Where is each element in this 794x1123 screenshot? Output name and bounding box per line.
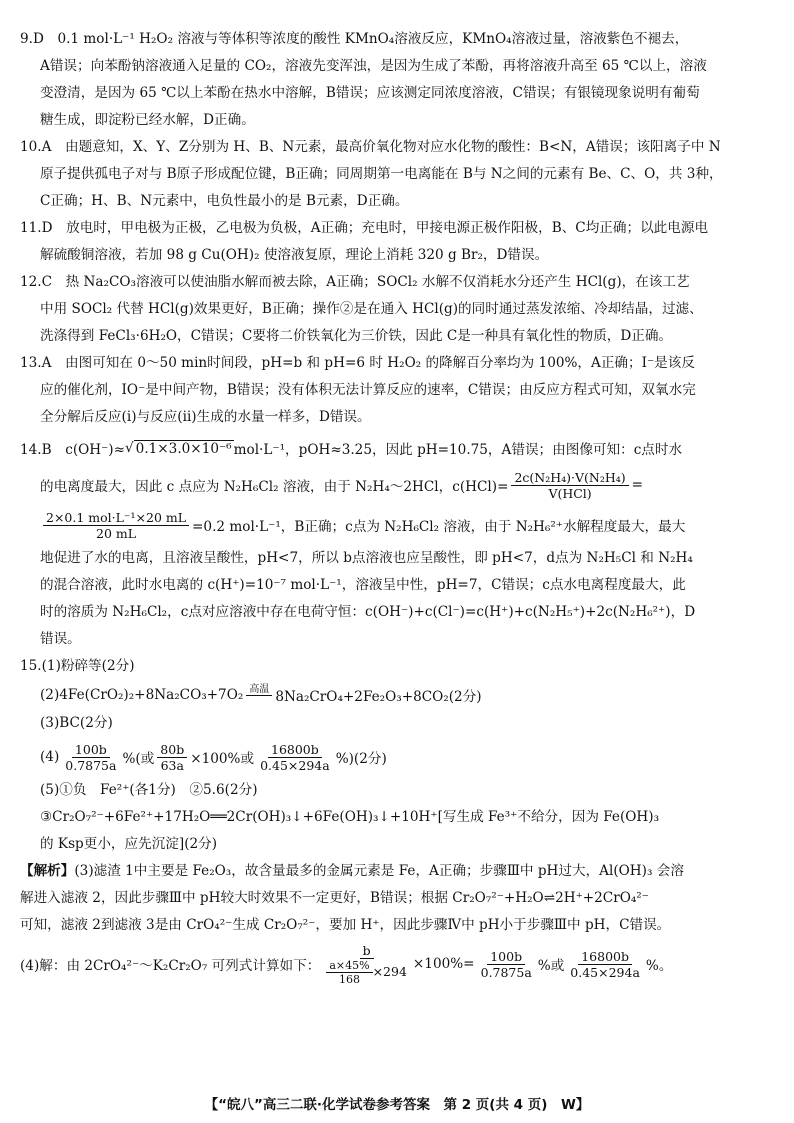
- condition: 高温: [246, 684, 272, 696]
- equation-line: [20, 680, 782, 710]
- line: 错误。: [40, 631, 81, 647]
- formula-line: [20, 939, 782, 989]
- line: ③Cr₂O₇²⁻+6Fe²⁺+17H₂O══2Cr(OH)₃↓+6Fe(OH)₃↓+10H⁺[写生成 Fe³⁺不给分，因为 Fe(OH)₃: [40, 809, 660, 825]
- text: 8Na₂CrO₄+2Fe₂O₃+8CO₂(2分): [275, 689, 482, 705]
- line: 中用 SOCl₂ 代替 HCl(g)效果更好，B正确；操作②是在通入 HCl(g)的同时通过蒸发浓缩、冷却结晶，过滤、: [40, 301, 703, 317]
- denominator: 0.7875a: [480, 964, 532, 980]
- denominator: 0.7875a: [65, 757, 117, 773]
- answer-q10: [20, 134, 782, 215]
- line: 解硫酸铜溶液，若加 98 g Cu(OH)₂ 使溶液复原，理论上消耗 320 g Br₂，D错误。: [40, 247, 549, 263]
- denominator: 0.45×294a: [570, 964, 640, 980]
- line: 的混合溶液，此时水电离的 c(H⁺)=10⁻⁷ mol·L⁻¹，溶液呈中性，pH=7，C错误；c点水电离程度最大，此: [40, 577, 686, 593]
- text: mol·L⁻¹，pOH≈3.25，因此 pH=10.75，A错误；由图像可知：c点时水: [233, 442, 683, 458]
- text: %或: [537, 958, 565, 974]
- line: 洗涤得到 FeCl₃·6H₂O，C错误；C要将二价铁氧化为三价铁，因此 C是一种具有氧化性的物质，D正确。: [40, 328, 673, 344]
- answer-q12: [20, 269, 782, 350]
- text: (2)4Fe(CrO₂)₂+8Na₂CO₃+7O₂: [40, 687, 244, 703]
- formula-line: [20, 737, 782, 777]
- answer-q11: [20, 215, 782, 269]
- fraction: [62, 742, 119, 773]
- line: 9.D 0.1 mol·L⁻¹ H₂O₂ 溶液与等体积等浓度的酸性 KMnO₄溶液反应，KMnO₄溶液过量，溶液紫色不褪去，: [20, 31, 689, 47]
- fraction: [567, 949, 643, 980]
- line: 全分解后反应(ⅰ)与反应(ⅱ)生成的水量一样多，D错误。: [40, 409, 371, 425]
- reaction-condition: [246, 684, 272, 707]
- numerator: 16800b: [578, 949, 632, 965]
- sqrt-icon: √: [125, 440, 134, 456]
- line: [20, 858, 782, 885]
- denominator: 63a: [160, 757, 184, 773]
- numerator: 80b: [157, 742, 187, 758]
- line: 11.D 放电时，甲电极为正极，乙电极为负极，A正确；充电时，甲接电源正极作阳极，B、C均正确；以此电源电: [20, 220, 709, 236]
- line: 13.A 由图可知在 0～50 min时间段，pH=b 和 pH=6 时 H₂O₂ 的降解百分率均为 100%，A正确；I⁻是该反: [20, 355, 695, 371]
- numerator: 2c(N₂H₄)·V(N₂H₄): [511, 470, 628, 486]
- denominator: 0.45×294a: [260, 757, 330, 773]
- text: 的电离度最大，因此 c 点应为 N₂H₆Cl₂ 溶液，由于 N₂H₄～2HCl，c(HCl)=: [40, 479, 509, 495]
- numerator: 100b: [72, 742, 110, 758]
- formula-line: [20, 505, 782, 545]
- line: 15.(1)粉碎等(2分): [20, 658, 135, 674]
- text: ×100%或: [190, 751, 255, 767]
- denominator: V(HCl): [548, 485, 592, 501]
- fraction: [157, 742, 187, 773]
- text: 14.B c(OH⁻)≈: [20, 442, 125, 458]
- denominator: 168: [338, 972, 360, 986]
- formula-line: [20, 431, 782, 465]
- answer-q13: [20, 350, 782, 431]
- fraction: [478, 949, 535, 980]
- analysis-label: 【解析】: [20, 863, 75, 879]
- line: (5)①负 Fe²⁺(各1分) ②5.6(2分): [40, 782, 258, 798]
- line: 解进入滤液 2，因此步骤Ⅲ中 pH较大时效果不一定更好，B错误；根据 Cr₂O₇²⁻+H₂O⇌2H⁺+2CrO₄²⁻: [20, 890, 649, 906]
- line: 12.C 热 Na₂CO₃溶液可以使油脂水解而被去除，A正确；SOCl₂ 水解不仅消耗水分还产生 HCl(g)，在该工艺: [20, 274, 690, 290]
- fraction: [257, 742, 333, 773]
- line: 的 Ksp更小，应先沉淀](2分): [40, 836, 218, 852]
- fraction: [323, 943, 410, 986]
- compound-denominator: [323, 959, 410, 986]
- line: 时的溶质为 N₂H₆Cl₂，c点对应溶液中存在电荷守恒：c(OH⁻)+c(Cl⁻)=c(H⁺)+c(N₂H₅⁺)+2c(N₂H₆²⁺)，D: [40, 604, 696, 620]
- text: =: [631, 477, 644, 493]
- answer-q15: [20, 653, 782, 989]
- page-footer: 【“皖八”高三二联·化学试卷参考答案 第 2 页(共 4 页) W】: [204, 1097, 590, 1113]
- formula-line: [20, 465, 782, 505]
- line: 地促进了水的电离，且溶液呈酸性，pH<7，所以 b点溶液也应呈酸性，即 pH<7，d点为 N₂H₅Cl 和 N₂H₄: [40, 550, 693, 566]
- line: 糖生成，即淀粉已经水解，D正确。: [40, 112, 255, 128]
- line: C正确；H、B、N元素中，电负性最小的是 B元素，D正确。: [40, 193, 409, 209]
- fraction: [43, 510, 189, 541]
- numerator: 2×0.1 mol·L⁻¹×20 mL: [43, 510, 189, 526]
- arrow-icon: [255, 696, 264, 707]
- numerator: b: [360, 943, 374, 959]
- text: =0.2 mol·L⁻¹，B正确；c点为 N₂H₆Cl₂ 溶液，由于 N₂H₆²⁺水解程度最大，最大: [192, 519, 686, 535]
- text: %)(2分): [335, 751, 387, 767]
- text: %(或: [122, 751, 155, 767]
- text: ×294: [372, 963, 407, 979]
- text: (4)解：由 2CrO₄²⁻～K₂Cr₂O₇ 可列式计算如下：: [20, 958, 321, 974]
- answer-q9: [20, 26, 782, 134]
- text: %。: [645, 958, 673, 974]
- text: ×100%=: [412, 956, 475, 972]
- fraction: [326, 959, 372, 986]
- text: (3)滤渣 1中主要是 Fe₂O₃，故含量最多的金属元素是 Fe，A正确；步骤Ⅲ中 pH过大，Al(OH)₃ 会溶: [74, 863, 684, 879]
- numerator: a×45%: [326, 959, 372, 973]
- answer-q14: [20, 431, 782, 653]
- answer-page: [20, 26, 782, 989]
- line: (3)BC(2分): [40, 715, 113, 731]
- line: 应的催化剂，IO⁻是中间产物，B错误；没有体积无法计算反应的速率，C错误；由反应方程式可知，双氧水完: [40, 382, 696, 398]
- numerator: 16800b: [268, 742, 322, 758]
- text: (4): [40, 749, 60, 765]
- denominator: 20 mL: [96, 525, 137, 541]
- line: 10.A 由题意知，X、Y、Z分别为 H、B、N元素，最高价氧化物对应水化物的酸性：B<N，A错误；该阳离子中 N: [20, 139, 721, 155]
- numerator: 100b: [487, 949, 525, 965]
- line: A错误；向苯酚钠溶液通入足量的 CO₂，溶液先变浑浊，是因为生成了苯酚，再将溶液升高至 65 ℃以上，溶液: [40, 58, 707, 74]
- fraction: [511, 470, 628, 501]
- line: 原子提供孤电子对与 B原子形成配位键，B正确；同周期第一电离能在 B与 N之间的元素有 Be、C、O，共 3种，: [40, 166, 723, 182]
- sqrt-content: 0.1×3.0×10⁻⁶: [135, 440, 232, 457]
- line: 可知，滤液 2到滤液 3是由 CrO₄²⁻生成 Cr₂O₇²⁻，要加 H⁺，因此步骤Ⅳ中 pH小于步骤Ⅲ中 pH，C错误。: [20, 917, 671, 933]
- line: 变澄清，是因为 65 ℃以上苯酚在热水中溶解，B错误；应该测定同浓度溶液，C错误；有银镜现象说明有葡萄: [40, 85, 700, 101]
